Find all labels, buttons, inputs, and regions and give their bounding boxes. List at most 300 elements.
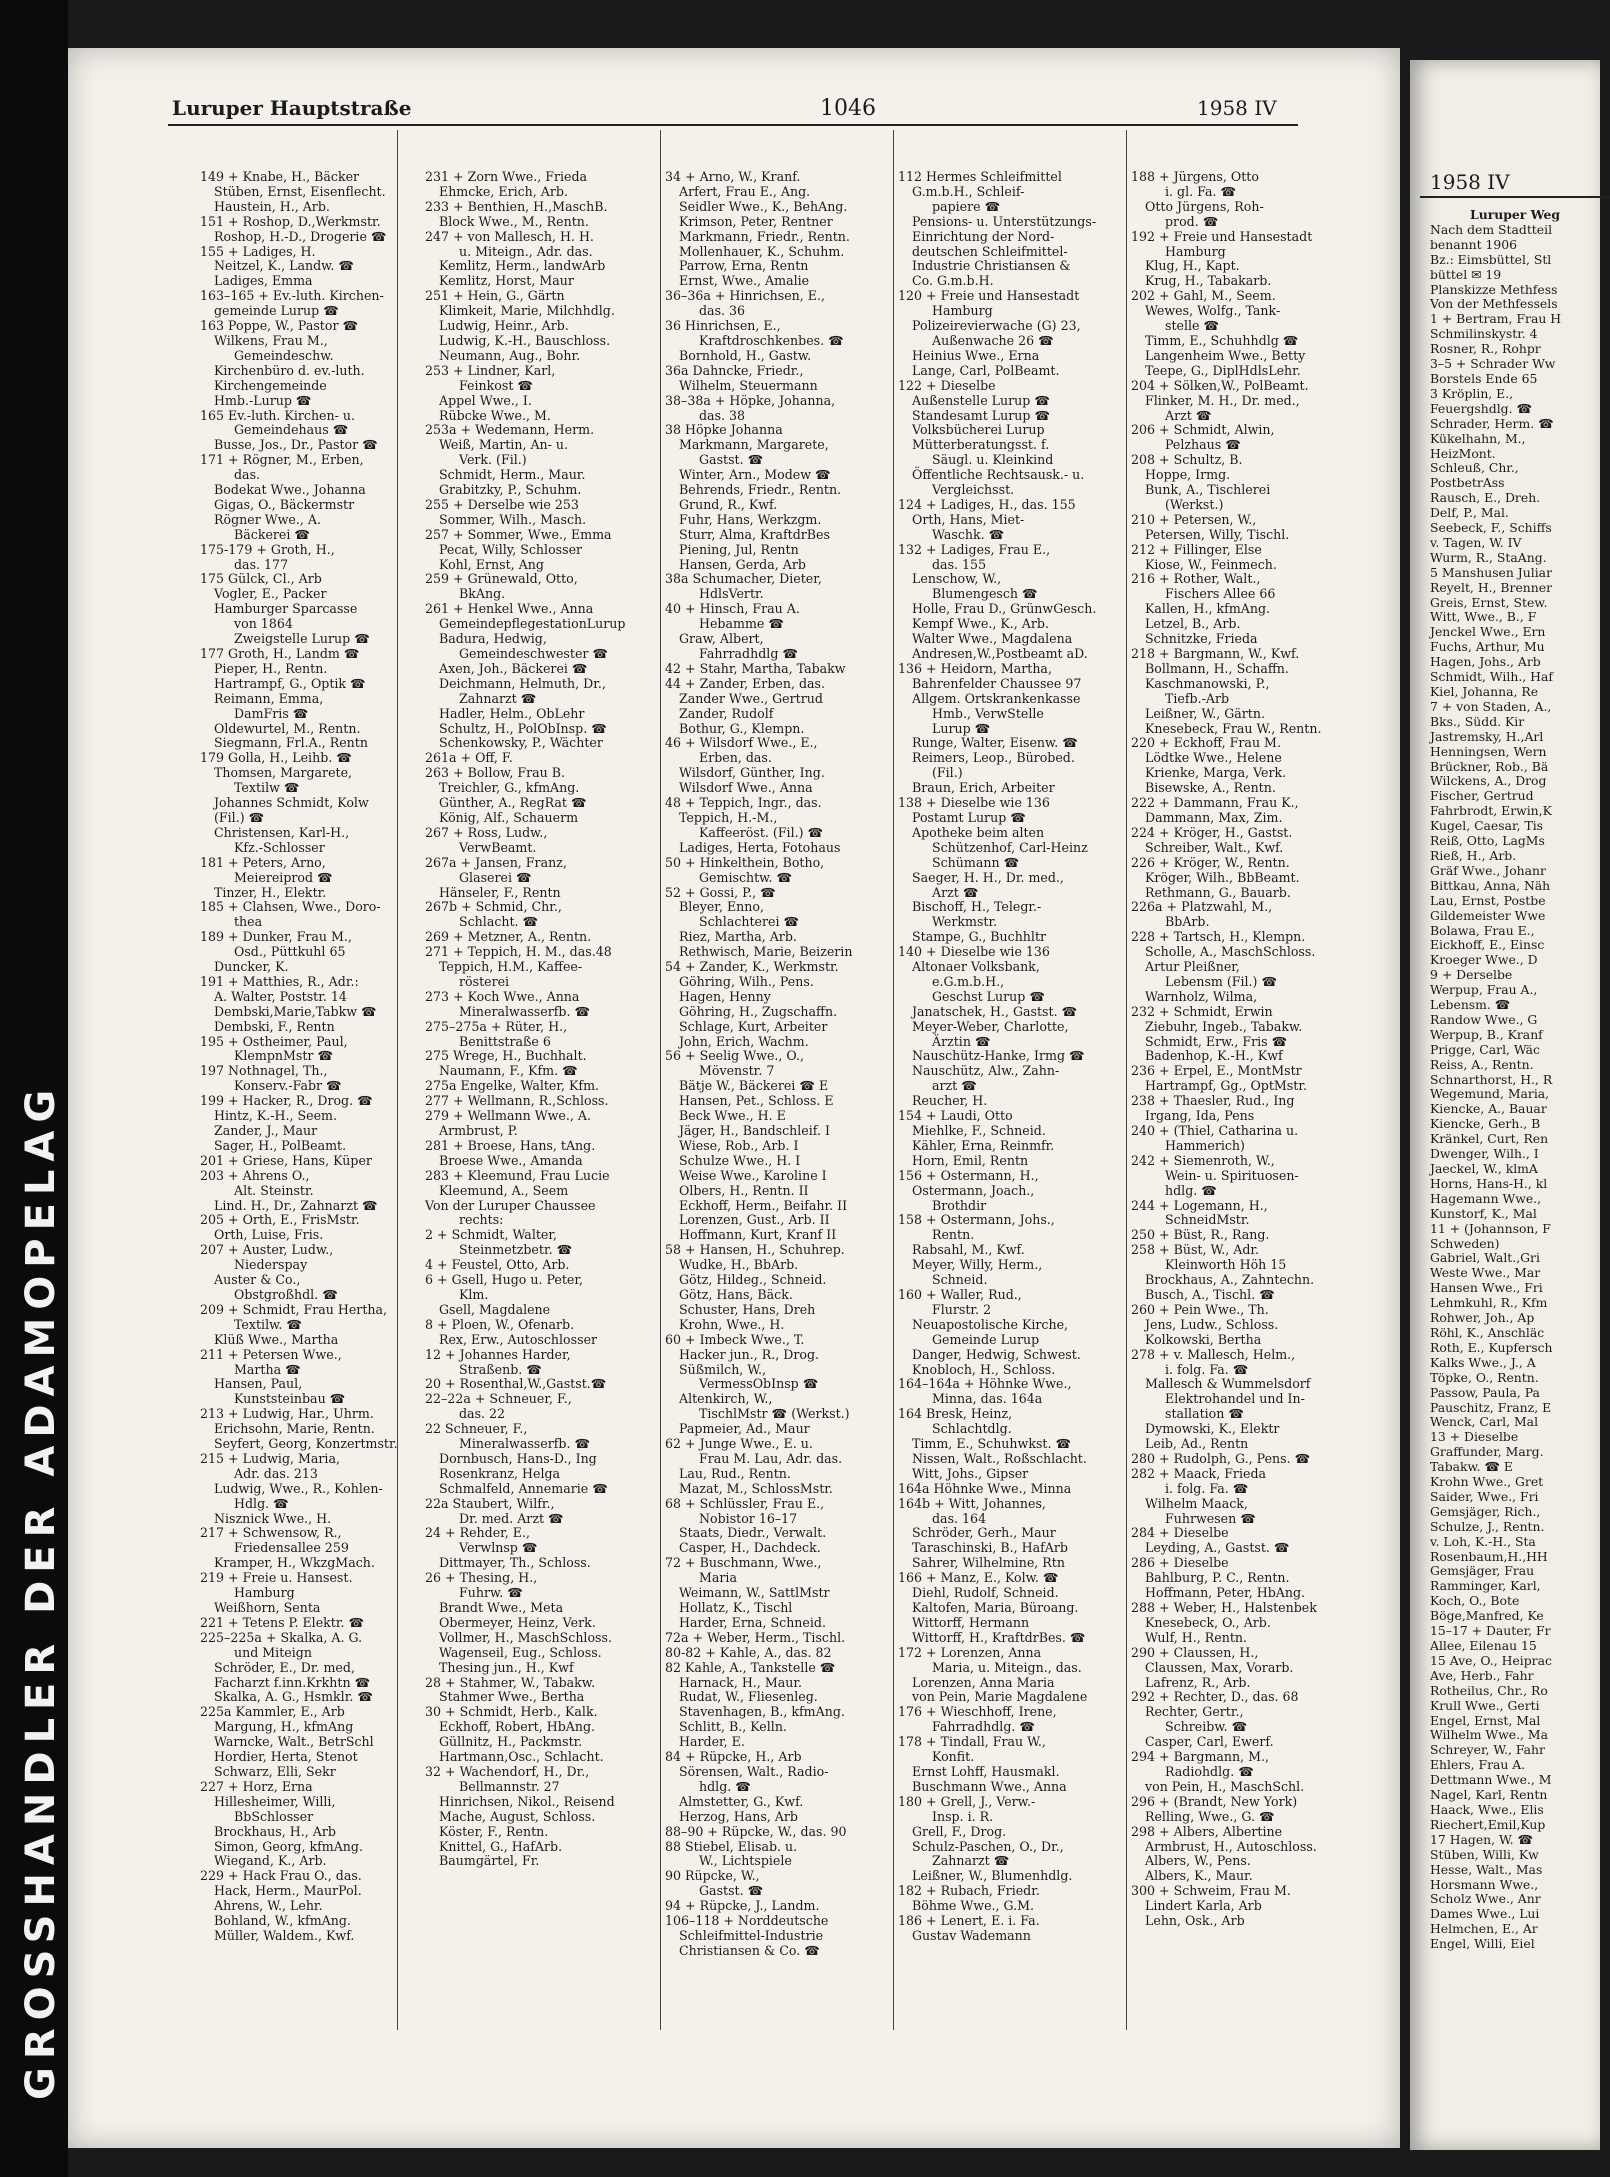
directory-entry-line: von Pein, Marie Magdalene — [912, 1689, 1088, 1705]
directory-entry-line: 160 + Waller, Rud., — [898, 1286, 1022, 1302]
directory-entry-line: Rethwisch, Marie, Beizerin — [679, 944, 853, 960]
facing-entry-line: Kunstorf, K., Mal — [1430, 1205, 1537, 1221]
facing-entry-line: Rosner, R., Rohpr — [1430, 341, 1541, 357]
directory-entry-line: Lau, Rud., Rentn. — [679, 1465, 791, 1481]
directory-entry-line: 226 + Kröger, W., Rentn. — [1131, 854, 1290, 870]
facing-entry-line: Jaeckel, W., klmA — [1430, 1161, 1538, 1176]
directory-entry-line: Leib, Ad., Rentn — [1145, 1436, 1249, 1452]
directory-entry-line: Bätje W., Bäckerei ☎ E — [679, 1078, 829, 1094]
directory-entry-line: Maria, u. Miteign., das. — [932, 1659, 1082, 1675]
directory-entry-line: 233 + Benthien, H.,MaschB. — [425, 198, 608, 214]
directory-entry-line: Wilsdorf Wwe., Anna — [679, 780, 813, 796]
directory-entry-line: von 1864 — [234, 616, 293, 632]
facing-entry-line: 3 Kröplin, E., — [1430, 385, 1514, 401]
directory-entry-line: gemeinde Lurup ☎ — [214, 303, 339, 319]
directory-entry-line: 284 + Dieselbe — [1131, 1525, 1229, 1541]
directory-entry-line: Hamburg — [932, 303, 993, 319]
directory-entry-line: papiere ☎ — [932, 198, 1001, 214]
directory-entry-line: 186 + Lenert, E. i. Fa. — [898, 1913, 1040, 1929]
facing-entry-line: Feuergshdlg. ☎ — [1430, 400, 1532, 416]
directory-entry-line: Siegmann, Frl.A., Rentn — [214, 735, 368, 751]
directory-entry-line: Arzt ☎ — [1165, 407, 1212, 423]
directory-entry-line: Schleifmittel-Industrie — [679, 1927, 824, 1943]
directory-entry-line: Außenwache 26 ☎ — [932, 332, 1054, 348]
directory-entry-line: Treichler, G., kfmAng. — [439, 780, 580, 796]
facing-entry-line: Fahrbrodt, Erwin,K — [1430, 803, 1552, 819]
facing-entry-line: 15 Ave, O., Heiprac — [1430, 1652, 1552, 1668]
facing-entry-line: Nagel, Karl, Rentn — [1430, 1787, 1548, 1803]
directory-entry-line: Skalka, A. G., Hsmklr. ☎ — [214, 1689, 374, 1705]
directory-entry-line: 275a Engelke, Walter, Kfm. — [425, 1078, 600, 1094]
facing-entry-line: Schweden) — [1430, 1235, 1500, 1251]
directory-entry-line: Nissen, Walt., Roßschlacht. — [912, 1450, 1087, 1466]
directory-entry-line: Schmidt, Herm., Maur. — [439, 467, 586, 483]
directory-entry-line: Blumengesch ☎ — [932, 586, 1038, 602]
directory-entry-line: Arzt ☎ — [932, 884, 979, 900]
directory-entry-line: Hack, Herm., MaurPol. — [214, 1883, 362, 1899]
facing-entry-line: Schrader, Herm. ☎ — [1430, 415, 1554, 431]
directory-entry-line: Lorenzen, Gust., Arb. II — [679, 1212, 830, 1228]
directory-entry-line: Niederspay — [234, 1257, 308, 1273]
directory-entry-line: Dittmayer, Th., Schloss. — [439, 1555, 591, 1571]
directory-entry-line: Gemeindeschw. — [234, 347, 334, 363]
directory-entry-line: 215 + Ludwig, Maria, — [200, 1450, 340, 1466]
directory-entry-line: Schlacht. ☎ — [459, 914, 539, 930]
facing-entry-line: Horns, Hans-H., kl — [1430, 1175, 1548, 1191]
directory-entry-line: Behrends, Friedr., Rentn. — [679, 482, 842, 498]
directory-entry-line: Kiose, W., Feinmech. — [1145, 556, 1277, 572]
directory-entry-line: 298 + Albers, Albertine — [1131, 1823, 1283, 1839]
directory-entry-line: Vollmer, H., MaschSchloss. — [439, 1629, 612, 1645]
directory-entry-line: Straßenb. ☎ — [459, 1361, 542, 1377]
directory-entry-line: i. gl. Fa. ☎ — [1165, 183, 1237, 199]
directory-entry-line: Schützenhof, Carl-Heinz — [932, 839, 1088, 855]
directory-entry-line: Verwlnsp ☎ — [459, 1540, 538, 1556]
directory-entry-line: Schlitt, B., Kelln. — [679, 1719, 787, 1735]
directory-entry-line: Lorenzen, Anna Maria — [912, 1674, 1055, 1690]
directory-entry-line: 216 + Rother, Walt., — [1131, 571, 1261, 587]
directory-entry-line: Müller, Waldem., Kwf. — [214, 1927, 355, 1943]
directory-entry-line: Meyer-Weber, Charlotte, — [912, 1018, 1069, 1034]
directory-entry-line: Heinius Wwe., Erna — [912, 347, 1040, 363]
directory-entry-line: Ludwig, Heinr., Arb. — [439, 318, 569, 334]
directory-entry-line: 300 + Schweim, Frau M. — [1131, 1883, 1291, 1899]
directory-entry-line: Kohl, Ernst, Ang — [439, 556, 544, 572]
directory-entry-line: Schlage, Kurt, Arbeiter — [679, 1018, 828, 1034]
directory-entry-line: Pensions- u. Unterstützungs- — [912, 213, 1097, 229]
directory-entry-line: 238 + Thaesler, Rud., Ing — [1131, 1093, 1295, 1109]
directory-entry-line: arzt ☎ — [932, 1078, 977, 1094]
directory-entry-line: Hoffmann, Peter, HbAng. — [1145, 1585, 1306, 1601]
directory-entry-line: 281 + Broese, Hans, tAng. — [425, 1137, 596, 1153]
directory-entry-line: 296 + (Brandt, New York) — [1131, 1793, 1298, 1809]
directory-entry-line: 217 + Schwensow, R., — [200, 1525, 342, 1541]
facing-entry-line: Wegemund, Maria, — [1430, 1086, 1550, 1102]
directory-entry-line: Grabitzky, P., Schuhm. — [439, 482, 582, 498]
directory-entry-line: G.m.b.H., Schleif- — [912, 183, 1025, 199]
directory-entry-line: Schneid. — [932, 1272, 988, 1288]
column-divider — [893, 130, 894, 2030]
facing-entry-line: Witt, Wwe., B., F — [1430, 609, 1537, 625]
directory-entry-line: Leißner, W., Blumenhdlg. — [912, 1868, 1073, 1884]
directory-entry-line: 72 + Buschmann, Wwe., — [665, 1555, 822, 1571]
facing-entry-line: Bolawa, Frau E., — [1430, 922, 1535, 938]
directory-entry-line: 278 + v. Mallesch, Helm., — [1131, 1346, 1296, 1362]
directory-entry-line: Gastst. ☎ — [699, 452, 764, 468]
directory-entry-line: Saeger, H. H., Dr. med., — [912, 869, 1064, 885]
directory-entry-line: Block Wwe., M., Rentn. — [439, 213, 589, 229]
directory-entry-line: Leißner, W., Gärtn. — [1145, 705, 1265, 721]
directory-entry-line: Radiohdlg. ☎ — [1165, 1763, 1254, 1779]
facing-entry-line: Gabriel, Walt.,Gri — [1430, 1250, 1540, 1266]
directory-entry-line: 219 + Freie u. Hansest. — [200, 1570, 353, 1586]
directory-entry-line: Casper, Carl, Ewerf. — [1145, 1734, 1274, 1750]
directory-entry-line: Piening, Jul, Rentn — [679, 541, 799, 557]
facing-entry-line: v. Loh, K.-H., Sta — [1430, 1533, 1536, 1549]
directory-entry-line: Mollenhauer, K., Schuhm. — [679, 243, 845, 259]
directory-entry-line: Weiß, Martin, An- u. — [439, 437, 569, 453]
directory-entry-line: Wilhelm, Steuermann — [679, 377, 818, 393]
directory-entry-line: 58 + Hansen, H., Schuhrep. — [665, 1242, 845, 1258]
directory-entry-line: 244 + Logemann, H., — [1131, 1197, 1268, 1213]
directory-entry-line: Herzog, Hans, Arb — [679, 1808, 798, 1824]
directory-entry-line: Weimann, W., SattlMstr — [679, 1585, 830, 1601]
directory-entry-line: 88 Stiebel, Elisab. u. — [665, 1838, 798, 1854]
directory-entry-line: Güllnitz, H., Packmstr. — [439, 1734, 583, 1750]
directory-entry-line: 231 + Zorn Wwe., Frieda — [425, 169, 588, 184]
directory-entry-line: Fahrradhdlg ☎ — [699, 646, 799, 661]
directory-entry-line: 232 + Schmidt, Erwin — [1131, 1003, 1273, 1019]
facing-entry-line: Wenck, Carl, Mal — [1430, 1414, 1539, 1430]
listing-column-1 — [200, 169, 398, 2150]
facing-entry-line: büttel ✉ 19 — [1430, 266, 1502, 282]
directory-entry-line: Hollatz, K., Tischl — [679, 1600, 793, 1615]
directory-entry-line: Lind. H., Dr., Zahnarzt ☎ — [214, 1197, 378, 1213]
directory-entry-line: Kolkowski, Bertha — [1145, 1331, 1262, 1347]
directory-entry-line: 163–165 + Ev.-luth. Kirchen- — [200, 288, 384, 304]
directory-entry-line: 80-82 + Kahle, A., das. 82 — [665, 1644, 832, 1660]
directory-entry-line: 48 + Teppich, Ingr., das. — [665, 795, 822, 811]
directory-entry-line: Leyding, A., Gastst. ☎ — [1145, 1540, 1290, 1556]
directory-entry-line: Diehl, Rudolf, Schneid. — [912, 1585, 1059, 1601]
directory-entry-line: Ludwig, Wwe., R., Kohlen- — [214, 1480, 383, 1496]
directory-entry-line: Christensen, Karl-H., — [214, 824, 350, 840]
directory-entry-line: Hinrichsen, Nikol., Reisend — [439, 1793, 615, 1809]
directory-entry-line: 60 + Imbeck Wwe., T. — [665, 1331, 805, 1347]
directory-entry-line: 68 + Schlüssler, Frau E., — [665, 1495, 825, 1511]
directory-entry-line: Hillesheimer, Willi, — [214, 1793, 336, 1809]
directory-entry-line: Hmb.-Lurup ☎ — [214, 392, 312, 408]
directory-entry-line: Neuapostolische Kirche, — [912, 1316, 1069, 1332]
facing-entry-line: Lehmkuhl, R., Kfm — [1430, 1295, 1548, 1311]
directory-entry-line: stelle ☎ — [1165, 318, 1220, 334]
column-divider — [397, 130, 398, 2030]
directory-entry-line: Gustav Wademann — [912, 1927, 1031, 1943]
directory-entry-line: Brothdir — [932, 1197, 987, 1213]
directory-entry-line: Glaserei ☎ — [459, 869, 532, 885]
directory-entry-line: Erichsohn, Marie, Rentn. — [214, 1421, 375, 1437]
directory-entry-line: Dembski,Marie,Tabkw ☎ — [214, 1003, 377, 1019]
directory-entry-line: Standesamt Lurup ☎ — [912, 407, 1051, 423]
directory-entry-line: Rögner Wwe., A. — [214, 511, 321, 527]
facing-entry-line: Riechert,Emil,Kup — [1430, 1816, 1546, 1832]
directory-entry-line: 201 + Griese, Hans, Küper — [200, 1152, 372, 1168]
directory-entry-line: Zahnarzt ☎ — [459, 690, 537, 706]
directory-entry-line: Pecat, Willy, Schlosser — [439, 541, 583, 557]
directory-entry-line: Göhring, Wilh., Pens. — [679, 973, 814, 989]
directory-entry-line: Andresen,W.,Postbeamt aD. — [912, 646, 1088, 661]
directory-entry-line: Fischers Allee 66 — [1165, 586, 1276, 602]
directory-entry-line: Letzel, B., Arb. — [1145, 616, 1241, 632]
facing-entry-line: Weste Wwe., Mar — [1430, 1265, 1541, 1281]
directory-entry-line: 155 + Ladiges, H. — [200, 243, 316, 259]
directory-entry-line: Kähler, Erna, Reinmfr. — [912, 1137, 1055, 1153]
directory-entry-line: Stüben, Ernst, Eisenflecht. — [214, 183, 386, 199]
facing-entry-line: Haack, Wwe., Elis — [1430, 1801, 1544, 1817]
facing-entry-line: Eickhoff, E., Einsc — [1430, 937, 1545, 953]
directory-entry-line: 164–164a + Höhnke Wwe., — [898, 1376, 1072, 1392]
directory-entry-line: Nisznick Wwe., H. — [214, 1510, 332, 1526]
facing-entry-line: Rausch, E., Dreh. — [1430, 490, 1541, 506]
directory-entry-line: Jens, Ludw., Schloss. — [1145, 1316, 1279, 1332]
directory-entry-line: Warncke, Walt., BetrSchl — [214, 1734, 374, 1750]
directory-entry-line: Co. G.m.b.H. — [912, 273, 994, 289]
directory-entry-line: u. Miteign., Adr. das. — [459, 243, 593, 259]
directory-entry-line: 82 Kahle, A., Tankstelle ☎ — [665, 1659, 836, 1675]
directory-entry-line: 2 + Schmidt, Walter, — [425, 1227, 557, 1243]
directory-entry-line: 225a Kammler, E., Arb — [200, 1704, 345, 1720]
directory-entry-line: 247 + von Mallesch, H. H. — [425, 228, 594, 244]
directory-entry-line: Mallesch & Wummelsdorf — [1145, 1376, 1311, 1392]
directory-entry-line: Sahrer, Wilhelmine, Rtn — [912, 1555, 1065, 1571]
directory-entry-line: Taraschinski, B., HafArb — [912, 1540, 1068, 1556]
directory-entry-line: Hansen, Paul, — [214, 1376, 303, 1392]
facing-entry-line: Hagemann Wwe., — [1430, 1190, 1542, 1206]
facing-entry-line: Gräf Wwe., Johanr — [1430, 862, 1546, 878]
directory-entry-line: Badura, Hedwig, — [439, 631, 547, 647]
directory-entry-line: das. 38 — [699, 407, 746, 423]
directory-entry-line: stallation ☎ — [1165, 1406, 1245, 1422]
directory-entry-line: Kraftdroschkenbes. ☎ — [699, 332, 844, 348]
directory-entry-line: i. folg. Fa. ☎ — [1165, 1361, 1249, 1377]
directory-entry-line: Kaltofen, Maria, Büroang. — [912, 1600, 1079, 1615]
directory-entry-line: Haustein, H., Arb. — [214, 198, 330, 214]
directory-entry-line: und Miteign — [234, 1644, 312, 1660]
directory-entry-line: 84 + Rüpcke, H., Arb — [665, 1749, 802, 1765]
directory-entry-line: 240 + (Thiel, Catharina u. — [1131, 1123, 1299, 1138]
directory-entry-line: Langenheim Wwe., Betty — [1145, 347, 1306, 363]
directory-entry-line: Fahrradhdlg. ☎ — [932, 1719, 1036, 1735]
directory-entry-line: Hartmann,Osc., Schlacht. — [439, 1749, 604, 1765]
directory-entry-line: Rabsahl, M., Kwf. — [912, 1242, 1025, 1258]
directory-entry-line: Relling, Wwe., G. ☎ — [1145, 1808, 1275, 1824]
directory-entry-line: Thesing jun., H., Kwf — [439, 1659, 574, 1675]
directory-entry-line: i. folg. Fa. ☎ — [1165, 1480, 1249, 1496]
directory-entry-line: Volksbücherei Lurup — [912, 422, 1045, 438]
directory-entry-line: 164b + Witt, Johannes, — [898, 1495, 1046, 1511]
directory-entry-line: hdlg. ☎ — [1165, 1182, 1217, 1198]
directory-entry-line: Neumann, Aug., Bohr. — [439, 347, 581, 363]
directory-entry-line: 149 + Knabe, H., Bäcker — [200, 169, 360, 184]
directory-entry-line: Knesebeck, O., Arb. — [1145, 1614, 1271, 1630]
directory-entry-line: Schröder, Gerh., Maur — [912, 1525, 1056, 1541]
directory-entry-line: Hmb., VerwStelle — [932, 705, 1044, 721]
directory-entry-line: 242 + Siemenroth, W., — [1131, 1152, 1275, 1168]
facing-entry-line: Henningsen, Wern — [1430, 743, 1547, 759]
directory-entry-line: TischlMstr ☎ (Werkst.) — [699, 1406, 850, 1422]
directory-entry-line: 132 + Ladiges, Frau E., — [898, 541, 1051, 557]
directory-entry-line: Hoppe, Irmg. — [1145, 467, 1231, 483]
directory-entry-line: Obstgroßhdl. ☎ — [234, 1286, 338, 1302]
directory-entry-line: 36a Dahncke, Friedr., — [665, 362, 804, 378]
facing-entry-line: Dwenger, Wilh., I — [1430, 1146, 1539, 1162]
directory-entry-line: 220 + Eckhoff, Frau M. — [1131, 735, 1281, 751]
directory-entry-line: Reimann, Emma, — [214, 690, 324, 706]
directory-entry-line: Seidler Wwe., K., BehAng. — [679, 198, 848, 214]
directory-entry-line: Bellmannstr. 27 — [459, 1778, 560, 1794]
directory-entry-line: 30 + Schmidt, Herb., Kalk. — [425, 1704, 598, 1720]
directory-entry-line: Margung, H., kfmAng — [214, 1719, 354, 1735]
directory-entry-line: 221 + Tetens P. Elektr. ☎ — [200, 1614, 365, 1630]
facing-entry-line: 5 Manshusen Juliar — [1430, 564, 1552, 580]
book-spine — [0, 0, 68, 2177]
directory-entry-line: 50 + Hinkelthein, Botho, — [665, 854, 825, 870]
directory-entry-line: Wittorff, H., KraftdrBes. ☎ — [912, 1629, 1086, 1645]
directory-entry-line: 140 + Dieselbe wie 136 — [898, 944, 1050, 960]
directory-entry-line: 171 + Rögner, M., Erben, — [200, 452, 364, 468]
directory-entry-line: Kleemund, A., Seem — [439, 1182, 569, 1198]
directory-entry-line: 34 + Arno, W., Kranf. — [665, 169, 801, 184]
directory-entry-line: Elektrohandel und In- — [1165, 1391, 1305, 1407]
directory-entry-line: 294 + Bargmann, M., — [1131, 1749, 1270, 1765]
directory-entry-line: Irgang, Ida, Pens — [1145, 1108, 1255, 1124]
directory-entry-line: das. 155 — [932, 556, 987, 572]
facing-listing-column — [1430, 208, 1610, 2158]
directory-entry-line: Hagen, Henny — [679, 988, 771, 1004]
directory-entry-line: Martha ☎ — [234, 1361, 301, 1377]
facing-entry-line: Rotheilus, Chr., Ro — [1430, 1682, 1548, 1698]
directory-entry-line: Neitzel, K., Landw. ☎ — [214, 258, 355, 274]
directory-entry-line: 4 + Feustel, Otto, Arb. — [425, 1257, 570, 1273]
directory-entry-line: Adr. das. 213 — [234, 1465, 318, 1481]
directory-entry-line: 192 + Freie und Hansestadt — [1131, 228, 1313, 244]
facing-entry-line: Böge,Manfred, Ke — [1430, 1608, 1544, 1624]
directory-entry-line: Naumann, F., Kfm. ☎ — [439, 1063, 578, 1079]
directory-entry-line: Dammann, Max, Zim. — [1145, 809, 1283, 825]
directory-entry-line: Tiefb.-Arb — [1165, 690, 1230, 706]
facing-entry-line: Greis, Ernst, Stew. — [1430, 594, 1548, 610]
directory-entry-line: 218 + Bargmann, W., Kwf. — [1131, 646, 1300, 661]
directory-entry-line: Werkmstr. — [932, 914, 998, 930]
directory-entry-line: Hammerich) — [1165, 1137, 1245, 1153]
directory-entry-line: VermessObInsp ☎ — [699, 1376, 819, 1392]
directory-entry-line: Schultz, H., PolObInsp. ☎ — [439, 720, 607, 736]
directory-entry-line: 163 Poppe, W., Pastor ☎ — [200, 318, 359, 334]
directory-entry-line: 120 + Freie und Hansestadt — [898, 288, 1080, 304]
facing-entry-line: 7 + von Staden, A., — [1430, 698, 1552, 714]
facing-entry-line: Kükelhahn, M., — [1430, 430, 1526, 446]
directory-entry-line: Schulz-Paschen, O., Dr., — [912, 1838, 1064, 1854]
facing-entry-line: Ehlers, Frau A. — [1430, 1757, 1526, 1773]
directory-entry-line: Außenstelle Lurup ☎ — [912, 392, 1051, 408]
facing-entry-line: Kränkel, Curt, Ren — [1430, 1131, 1549, 1147]
directory-entry-line: Dr. med. Arzt ☎ — [459, 1510, 564, 1526]
directory-entry-line: Konserv.-Fabr ☎ — [234, 1078, 342, 1094]
directory-entry-line: Knittel, G., HafArb. — [439, 1838, 563, 1854]
directory-entry-line: 226a + Platzwahl, M., — [1131, 899, 1273, 915]
directory-entry-line: Almstetter, G., Kwf. — [679, 1793, 804, 1809]
directory-entry-line: Ernst, Wwe., Amalie — [679, 273, 810, 289]
facing-entry-line: Schnarthorst, H., R — [1430, 1071, 1553, 1087]
directory-entry-line: 267b + Schmid, Chr., — [425, 899, 562, 915]
directory-entry-line: 179 Golla, H., Leihb. ☎ — [200, 750, 352, 766]
directory-entry-line: Stampe, G., Buchhltr — [912, 929, 1047, 945]
directory-entry-line: 251 + Hein, G., Gärtn — [425, 288, 565, 304]
directory-entry-line: Rübcke Wwe., M. — [439, 407, 551, 423]
directory-entry-line: König, Alf., Schauerm — [439, 809, 579, 825]
directory-entry-line: Johannes Schmidt, Kolw — [214, 795, 369, 811]
directory-entry-line: 54 + Zander, K., Werkmstr. — [665, 959, 839, 975]
directory-entry-line: Göhring, H., Zugschaffn. — [679, 1003, 838, 1019]
directory-entry-line: Wein- u. Spirituosen- — [1165, 1167, 1299, 1183]
facing-entry-line: Roth, E., Kupfersch — [1430, 1339, 1553, 1355]
directory-entry-line: Mazat, M., SchlossMstr. — [679, 1480, 833, 1496]
directory-entry-line: VerwBeamt. — [459, 839, 537, 855]
directory-entry-line: 277 + Wellmann, R.,Schloss. — [425, 1093, 609, 1109]
directory-entry-line: Brockhaus, H., Arb — [214, 1823, 336, 1839]
facing-entry-line: Lau, Ernst, Postbe — [1430, 892, 1546, 908]
facing-entry-line: Reiss, A., Rentn. — [1430, 1056, 1534, 1072]
directory-entry-line: Hansen, Gerda, Arb — [679, 556, 806, 572]
directory-entry-line: 261a + Off, F. — [425, 750, 513, 766]
directory-entry-line: Horn, Emil, Rentn — [912, 1152, 1029, 1168]
directory-entry-line: 199 + Hacker, R., Drog. ☎ — [200, 1093, 373, 1109]
facing-entry-line: Kroeger Wwe., D — [1430, 952, 1538, 968]
directory-entry-line: Lindert Karla, Arb — [1145, 1898, 1262, 1914]
directory-entry-line: Krienke, Marga, Verk. — [1145, 765, 1287, 781]
directory-entry-line: Hordier, Herta, Stenot — [214, 1749, 358, 1765]
listing-column-2 — [425, 170, 657, 2150]
directory-entry-line: Schmidt, Erw., Fris ☎ — [1145, 1033, 1288, 1049]
directory-entry-line: Köster, F., Rentn. — [439, 1823, 549, 1839]
directory-entry-line: Duncker, K. — [214, 959, 289, 975]
directory-entry-line: 8 + Ploen, W., Ofenarb. — [425, 1316, 575, 1332]
directory-entry-line: rechts: — [459, 1212, 504, 1228]
directory-entry-line: 260 + Pein Wwe., Th. — [1131, 1301, 1269, 1317]
facing-entry-line: Bks., Südd. Kir — [1430, 713, 1525, 729]
directory-entry-line: 24 + Rehder, E., — [425, 1525, 530, 1541]
directory-entry-line: 195 + Ostheimer, Paul, — [200, 1033, 348, 1049]
facing-entry-line: Scholz Wwe., Anr — [1430, 1891, 1541, 1907]
directory-entry-line: Brockhaus, A., Zahntechn. — [1145, 1272, 1315, 1288]
facing-entry-line: Hesse, Walt., Mas — [1430, 1861, 1543, 1877]
directory-entry-line: Klm. — [459, 1286, 489, 1302]
directory-entry-line: 175-179 + Groth, H., — [200, 541, 335, 557]
facing-entry-line: Töpke, O., Rentn. — [1430, 1369, 1539, 1385]
directory-entry-line: Jäger, H., Bandschleif. I — [679, 1123, 830, 1138]
listing-column-3 — [665, 170, 890, 2150]
directory-entry-line: Claussen, Max, Vorarb. — [1145, 1659, 1294, 1675]
directory-entry-line: Hamburger Sparcasse — [214, 601, 358, 617]
facing-entry-line: Seebeck, F., Schiffs — [1430, 520, 1552, 536]
directory-entry-line: Beck Wwe., H. E — [679, 1108, 786, 1124]
directory-entry-line: 166 + Manz, E., Kolw. ☎ — [898, 1570, 1059, 1586]
facing-entry-line: Nach dem Stadtteil — [1430, 221, 1553, 237]
directory-entry-line: 263 + Bollow, Frau B. — [425, 765, 566, 781]
directory-entry-line: Schwarz, Elli, Sekr — [214, 1763, 336, 1779]
directory-entry-line: Von der Luruper Chaussee — [425, 1197, 596, 1213]
directory-entry-line: Kröger, Wilh., BbBeamt. — [1145, 869, 1300, 885]
